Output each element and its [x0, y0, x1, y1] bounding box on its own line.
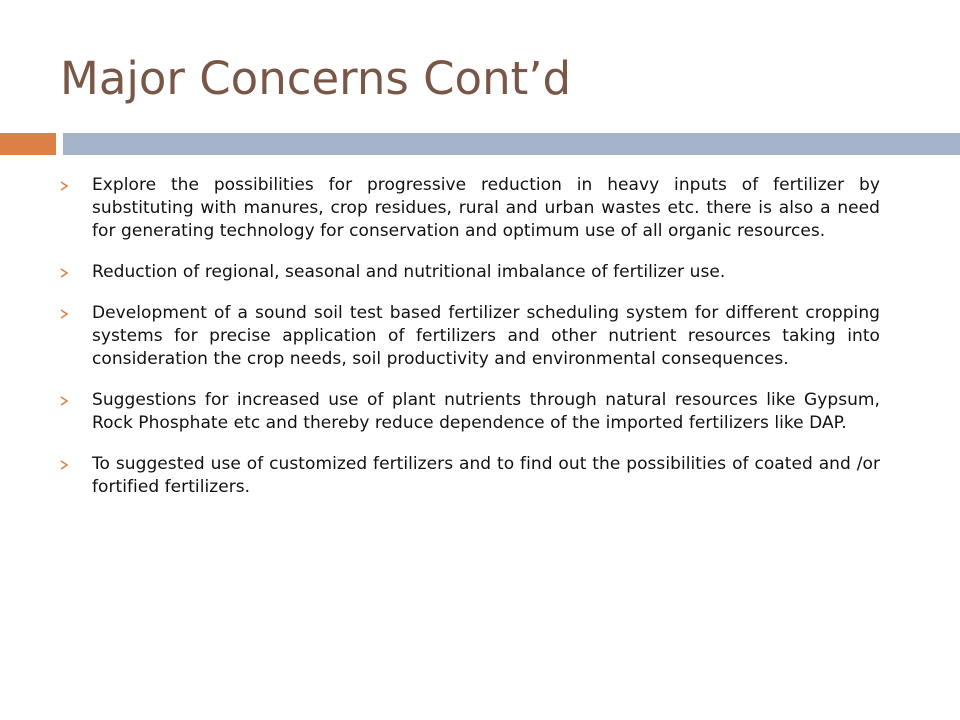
- arrow-bullet-icon: [60, 396, 69, 406]
- slide-title: Major Concerns Cont’d: [60, 52, 572, 105]
- arrow-bullet-icon: [60, 268, 69, 278]
- bullet-list: [60, 174, 880, 517]
- bullet-text: Reduction of regional, seasonal and nutritional imbalance of fertilizer use.: [92, 262, 726, 282]
- arrow-bullet-icon: [60, 460, 69, 470]
- bullet-item-4: [60, 389, 880, 435]
- bullet-item-5: [60, 453, 880, 499]
- accent-bar-blue: [63, 133, 960, 155]
- arrow-bullet-icon: [60, 181, 69, 191]
- bullet-item-2: [60, 261, 880, 284]
- accent-bar-orange: [0, 133, 56, 155]
- bullet-text: To suggested use of customized fertilizers and to find out the possibilities of coated and /or fortified fertilizers.: [92, 454, 880, 497]
- bullet-text: Suggestions for increased use of plant nutrients through natural resources like Gypsum, Rock Phosphate etc and thereby reduce dependence of the imported fertilizers like DAP.: [92, 390, 880, 433]
- bullet-text: Explore the possibilities for progressive reduction in heavy inputs of fertilizer by substituting with manures, crop residues, rural and urban wastes etc. there is also a need for generating technology for conservation and optimum use of all organic resources.: [92, 175, 880, 241]
- bullet-item-3: [60, 302, 880, 371]
- bullet-text: Development of a sound soil test based fertilizer scheduling system for different cropping systems for precise application of fertilizers and other nutrient resources taking into consideration the crop needs, soil productivity and environmental consequences.: [92, 303, 880, 369]
- arrow-bullet-icon: [60, 309, 69, 319]
- bullet-item-1: [60, 174, 880, 243]
